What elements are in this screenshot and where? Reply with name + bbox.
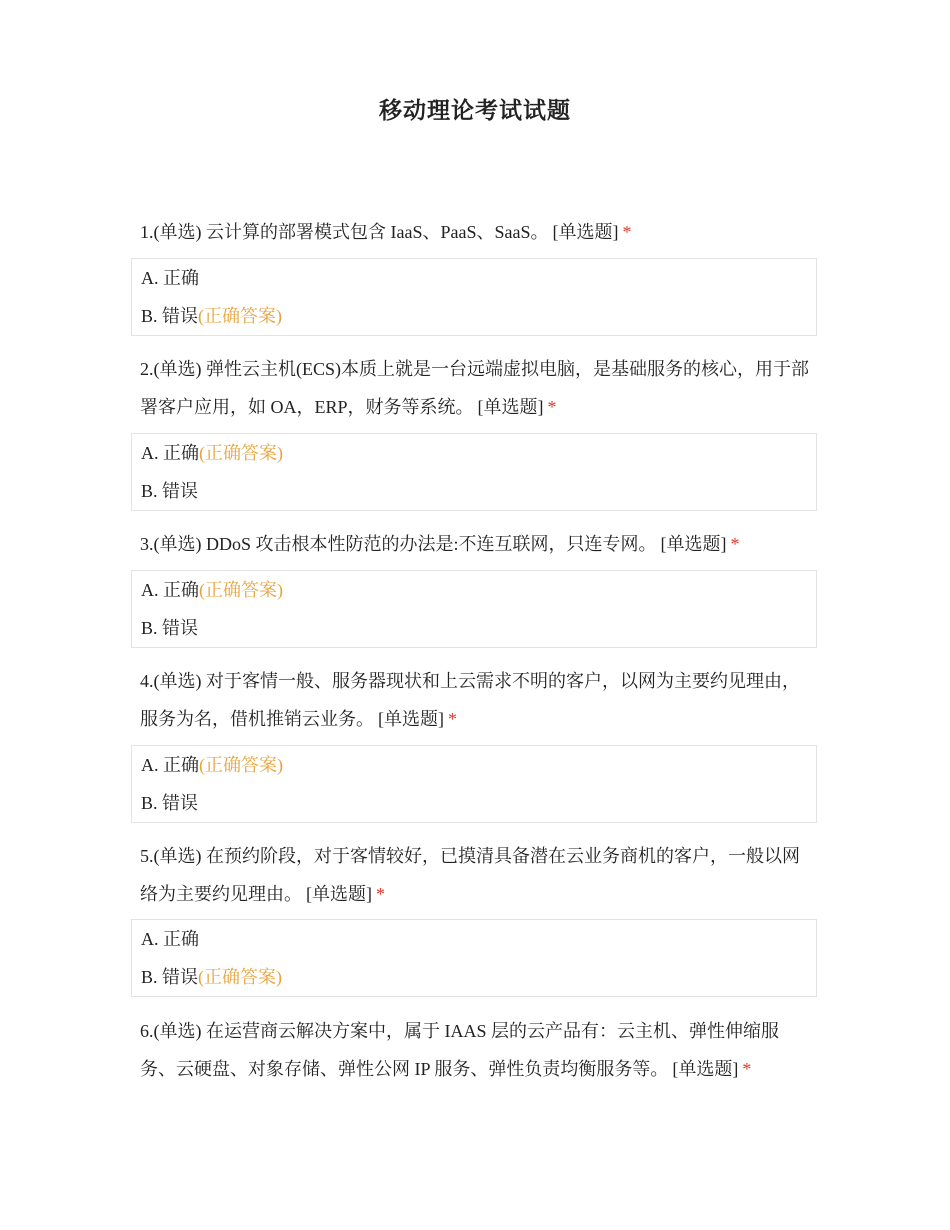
question-1-text [140, 213, 810, 251]
option-b[interactable]: B. 错误 [141, 618, 199, 638]
option-b[interactable]: B. 错误 [141, 793, 199, 813]
question-5-text [140, 837, 810, 913]
question-text: 5.(单选) 在预约阶段，对于客情较好，已摸清具备潜在云业务商机的客户，一般以网络为主要约见理由。 [140, 846, 800, 904]
question-type-tag: [单选题] [660, 534, 727, 554]
required-mark: * [547, 397, 557, 417]
question-6-text [140, 1012, 810, 1088]
question-type-tag: [单选题] [306, 884, 372, 904]
correct-answer-tag: (正确答案) [198, 967, 283, 987]
question-type-tag: [单选题] [378, 709, 444, 729]
question-text: 2.(单选) 弹性云主机(ECS)本质上就是一台远端虚拟电脑，是基础服务的核心，用于部署客户应用，如 OA，ERP，财务等系统。 [140, 359, 809, 417]
question-1-options [131, 258, 817, 336]
question-3-text [140, 525, 810, 563]
question-type-tag: [单选题] [552, 222, 619, 242]
option-a[interactable]: A. 正确 [141, 929, 199, 949]
question-type-tag: [单选题] [672, 1059, 739, 1079]
required-mark: * [622, 222, 632, 242]
correct-answer-tag: (正确答案) [198, 306, 283, 326]
question-type-tag: [单选题] [477, 397, 544, 417]
correct-answer-tag: (正确答案) [199, 580, 283, 600]
required-mark: * [376, 884, 385, 904]
required-mark: * [742, 1059, 752, 1079]
question-2-text [140, 350, 810, 426]
correct-answer-tag: (正确答案) [199, 755, 283, 775]
option-b[interactable]: B. 错误(正确答案) [141, 967, 283, 987]
option-b[interactable]: B. 错误(正确答案) [141, 306, 283, 326]
required-mark: * [448, 709, 457, 729]
option-a[interactable]: A. 正确(正确答案) [141, 755, 283, 775]
option-a[interactable]: A. 正确(正确答案) [141, 443, 283, 463]
question-text: 6.(单选) 在运营商云解决方案中，属于 IAAS 层的云产品有：云主机、弹性伸缩服务、云硬盘、对象存储、弹性公网 IP 服务、弹性负责均衡服务等。 [140, 1021, 779, 1079]
question-4-options [131, 745, 817, 823]
correct-answer-tag: (正确答案) [199, 443, 283, 463]
option-b[interactable]: B. 错误 [141, 481, 199, 501]
question-text: 3.(单选) DDoS 攻击根本性防范的办法是:不连互联网，只连专网。 [140, 534, 657, 554]
question-5-options [131, 919, 817, 997]
question-4-text [140, 662, 810, 738]
question-text: 1.(单选) 云计算的部署模式包含 IaaS、PaaS、SaaS。 [140, 222, 549, 242]
question-2-options [131, 433, 817, 511]
page-title: 移动理论考试试题 [379, 98, 571, 124]
required-mark: * [730, 534, 740, 554]
question-text: 4.(单选) 对于客情一般、服务器现状和上云需求不明的客户，以网为主要约见理由，服务为名，借机推销云业务。 [140, 671, 800, 729]
option-a[interactable]: A. 正确 [141, 268, 199, 288]
option-a[interactable]: A. 正确(正确答案) [141, 580, 283, 600]
question-3-options [131, 570, 817, 648]
